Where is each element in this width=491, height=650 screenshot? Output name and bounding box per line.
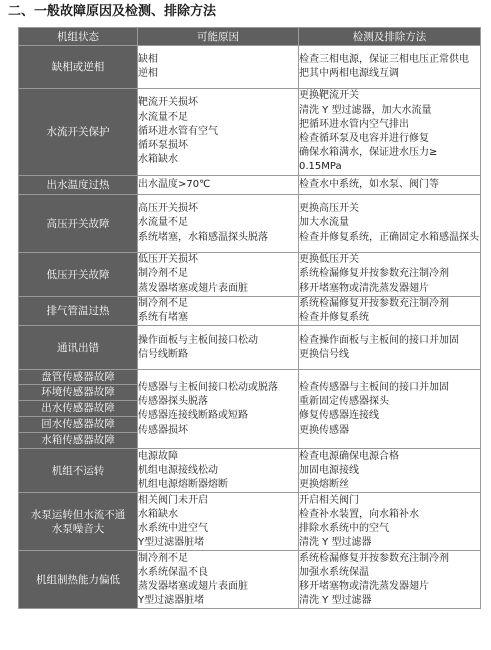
unit-status-label: 盘管传感器故障 — [41, 371, 115, 384]
possible-cause: 水系统保温不良 — [138, 566, 208, 578]
header-status: 机组状态 — [19, 28, 138, 46]
possible-cause: 机组电源熔断器熔断 — [138, 479, 228, 490]
fixes-cell — [299, 195, 481, 253]
fixes-cell — [299, 89, 481, 176]
unit-status-label: 机组制热能力偏低 — [36, 573, 120, 586]
possible-cause: 蒸发器堵塞或翅片表面脏 — [138, 282, 248, 294]
possible-cause: 低压开关损坏 — [138, 254, 198, 266]
possible-cause: Y型过滤器脏堵 — [138, 537, 205, 549]
fix-step: 系统检漏修复并按参数充注制冷剂 — [299, 298, 449, 309]
possible-cause: 循环进水管有空气 — [138, 125, 218, 137]
table-row — [19, 195, 481, 253]
possible-cause: 缺相 — [138, 53, 158, 65]
possible-cause: 水流量不足 — [138, 217, 188, 229]
unit-status-cell — [19, 253, 138, 297]
fix-step: 系统检漏修复并按参数充注制冷剂 — [299, 552, 449, 564]
possible-cause: 制冷剂不足 — [138, 552, 188, 564]
possible-cause: 制冷剂不足 — [138, 298, 188, 309]
fix-step: 加大水流量 — [299, 217, 349, 229]
fix-step: 清洗 Y 型过滤器 — [299, 595, 372, 607]
fix-step: 更换高压开关 — [299, 203, 359, 215]
possible-cause: 水箱缺水 — [138, 508, 178, 520]
unit-status-label: 排气管温过热 — [46, 305, 110, 318]
possible-cause: 电源故障 — [138, 450, 178, 462]
possible-cause: 出水温度>70℃ — [138, 178, 211, 190]
fix-step: 检查补水装置，向水箱补水 — [299, 508, 419, 520]
possible-cause: 传感器损坏 — [138, 424, 188, 436]
unit-status-cell — [19, 176, 138, 195]
unit-status-label: 机组不运转 — [51, 464, 105, 477]
possible-cause: 水系统中进空气 — [138, 522, 208, 534]
fix-step: 系统检漏修复并按参数充注制冷剂 — [299, 268, 449, 280]
unit-status-label: 水泵噪音大 — [51, 522, 105, 535]
fix-step: 检查电源确保电源合格 — [299, 450, 399, 462]
fixes-cell — [299, 449, 481, 493]
fix-step: 修复传感器连接线 — [299, 410, 379, 422]
header-causes: 可能原因 — [138, 28, 299, 46]
causes-cell — [138, 493, 299, 551]
unit-status-cell — [19, 326, 138, 370]
unit-status-cell — [19, 551, 138, 609]
causes-cell — [138, 176, 299, 195]
causes-cell — [138, 89, 299, 176]
causes-cell — [138, 195, 299, 253]
fix-step: 把其中两相电源线互调 — [299, 68, 399, 79]
section-title: 二、一般故障原因及检测、排除方法 — [8, 4, 217, 19]
fix-step: 更换低压开关 — [299, 254, 359, 266]
causes-cell — [138, 551, 299, 609]
fix-step: 加固电源接线 — [299, 464, 359, 476]
unit-status-cell — [19, 46, 138, 89]
table-row — [19, 46, 481, 89]
fixes-cell — [299, 46, 481, 89]
unit-status-label: 低压开关故障 — [46, 268, 110, 281]
fixes-cell — [299, 297, 481, 326]
table-row — [19, 176, 481, 195]
fault-table — [18, 27, 481, 609]
fix-step: 检查循环泵及电容并进行修复 — [299, 133, 429, 144]
fix-step: 检查操作面板与主板间的接口并加固 — [299, 334, 459, 346]
possible-cause: Y型过滤器脏堵 — [138, 595, 205, 607]
causes-cell — [138, 449, 299, 493]
fixes-cell — [299, 176, 481, 195]
unit-status-label: 回水传感器故障 — [19, 416, 137, 432]
possible-cause: 逆相 — [138, 68, 158, 79]
fix-step: 检查并修复系统，正确固定水箱感温探头 — [299, 231, 479, 243]
unit-status-cell — [19, 370, 138, 449]
unit-status-label: 水泵运转但水流不通 — [30, 508, 126, 521]
fix-step: 移开堵塞物或清洗蒸发器翅片 — [299, 282, 429, 294]
causes-cell — [138, 46, 299, 89]
possible-cause: 相关阀门未开启 — [138, 494, 208, 506]
fixes-cell — [299, 551, 481, 609]
table-row — [19, 449, 481, 493]
possible-cause: 循环泵损坏 — [138, 140, 188, 152]
possible-cause: 制冷剂不足 — [138, 268, 188, 280]
possible-cause: 传感器连接线断路或短路 — [138, 410, 248, 422]
possible-cause: 操作面板与主板间接口松动 — [138, 334, 258, 346]
fix-step: 更换传感器 — [299, 424, 349, 436]
possible-cause: 系统有堵塞 — [138, 312, 188, 324]
unit-status-label: 水箱传感器故障 — [19, 432, 137, 448]
table-row — [19, 370, 481, 449]
fix-step: 更换熔断丝 — [299, 479, 349, 490]
unit-status-cell — [19, 493, 138, 551]
causes-cell — [138, 297, 299, 326]
fixes-cell — [299, 493, 481, 551]
table-row — [19, 551, 481, 609]
possible-cause: 水箱缺水 — [138, 154, 178, 166]
fix-step: 检查并修复系统 — [299, 312, 369, 324]
unit-status-label: 出水温度过热 — [46, 179, 110, 191]
table-row — [19, 326, 481, 370]
unit-status-cell — [19, 297, 138, 326]
possible-cause: 蒸发器堵塞或翅片表面脏 — [138, 580, 248, 592]
fix-step: 加强水系统保温 — [299, 566, 369, 578]
unit-status-label: 缺相或逆相 — [51, 61, 105, 73]
possible-cause: 传感器与主板间接口松动或脱落 — [138, 382, 278, 393]
table-header-row — [19, 28, 481, 46]
fix-step: 检查传感器与主板间的接口并加固 — [299, 382, 449, 393]
fix-step: 更换靶流开关 — [299, 90, 359, 102]
fix-step: 确保水箱满水，保证进水压力≥ — [299, 147, 438, 159]
fixes-cell — [299, 326, 481, 370]
fix-step: 把循环进水管内空气排出 — [299, 118, 409, 130]
fixes-cell — [299, 253, 481, 297]
fix-step: 排除水系统中的空气 — [299, 522, 389, 534]
unit-status-label: 通讯出错 — [57, 341, 99, 354]
possible-cause: 靶流开关损坏 — [138, 97, 198, 109]
causes-cell — [138, 253, 299, 297]
fix-step: 开启相关阀门 — [299, 494, 359, 506]
unit-status-label: 出水传感器故障 — [19, 400, 137, 416]
table-row — [19, 297, 481, 326]
fix-step: 清洗 Y 型过滤器，加大水流量 — [299, 104, 432, 116]
causes-cell — [138, 326, 299, 370]
table-row — [19, 493, 481, 551]
possible-cause: 系统堵塞，水箱感温探头脱落 — [138, 231, 268, 243]
possible-cause: 水流量不足 — [138, 111, 188, 123]
table-row — [19, 89, 481, 176]
causes-cell — [138, 370, 299, 449]
unit-status-cell — [19, 89, 138, 176]
fix-step: 清洗 Y 型过滤器 — [299, 537, 372, 549]
unit-status-label: 高压开关故障 — [46, 217, 110, 230]
possible-cause: 机组电源接线松动 — [138, 464, 218, 476]
fix-step: 检查三相电源，保证三相电压正常供电 — [299, 53, 469, 65]
fix-step: 重新固定传感器探头 — [299, 396, 389, 408]
table-row — [19, 253, 481, 297]
unit-status-cell — [19, 449, 138, 493]
possible-cause: 高压开关损坏 — [138, 203, 198, 215]
unit-status-cell — [19, 195, 138, 253]
unit-status-label: 水流开关保护 — [46, 126, 110, 138]
header-fixes: 检测及排除方法 — [299, 28, 481, 46]
fix-step: 更换信号线 — [299, 348, 349, 360]
fix-step: 移开堵塞物或清洗蒸发器翅片 — [299, 580, 429, 592]
unit-status-label: 环境传感器故障 — [19, 384, 137, 400]
fix-step: 0.15MPa — [299, 161, 342, 173]
fix-step: 检查水中系统，如水泵、阀门等 — [299, 178, 439, 190]
fixes-cell — [299, 370, 481, 449]
possible-cause: 信号线断路 — [138, 348, 188, 360]
possible-cause: 传感器探头脱落 — [138, 396, 208, 408]
